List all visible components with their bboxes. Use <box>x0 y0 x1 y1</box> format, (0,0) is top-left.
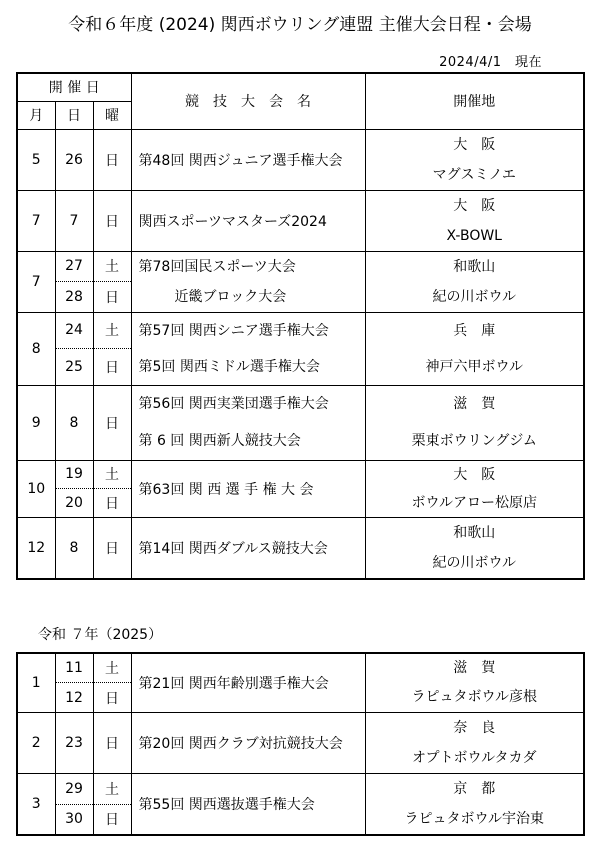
day-cell: 27 <box>55 251 93 282</box>
day-cell: 28 <box>55 282 93 313</box>
day-cell: 8 <box>55 517 93 579</box>
venue-prefecture: 奈 良 <box>453 720 496 736</box>
venue-name: ラピュタボウル宇治東 <box>404 811 545 827</box>
table-row <box>17 713 584 774</box>
header-weekday: 曜 <box>93 101 131 129</box>
weekday-cell: 土 <box>93 312 131 349</box>
venue-prefecture: 滋 賀 <box>453 660 496 676</box>
weekday-cell: 土 <box>93 653 131 683</box>
schedule-table-2025 <box>16 652 585 836</box>
month-cell: 5 <box>17 129 55 190</box>
day-cell: 23 <box>55 713 93 774</box>
venue-cell <box>365 251 584 312</box>
day-cell: 11 <box>55 653 93 683</box>
weekday-cell: 日 <box>93 282 131 313</box>
day-cell: 19 <box>55 460 93 489</box>
table-row <box>17 385 584 460</box>
day-cell: 24 <box>55 312 93 349</box>
venue-cell <box>365 713 584 774</box>
month-cell: 12 <box>17 517 55 579</box>
event-name: 第56回 関西実業団選手権大会 第 6 回 関西新人競技大会 <box>131 385 365 460</box>
venue-name: マグスミノエ <box>432 166 516 183</box>
day-cell: 26 <box>55 129 93 190</box>
venue-prefecture: 兵 庫 <box>453 322 496 339</box>
table-row <box>17 774 584 805</box>
month-cell: 2 <box>17 713 55 774</box>
table-row <box>17 312 584 349</box>
schedule-table-2024 <box>16 72 585 580</box>
venue-cell <box>365 774 584 836</box>
day-cell: 8 <box>55 385 93 460</box>
weekday-cell: 日 <box>93 489 131 518</box>
venue-prefecture: 和歌山 <box>453 524 496 541</box>
venue-name: 紀の川ボウル <box>432 554 517 571</box>
as-of-date: 2024/4/1 現在 <box>439 55 542 70</box>
event-name: 第78回国民スポーツ大会 近畿ブロック大会 <box>131 251 365 312</box>
weekday-cell: 日 <box>93 349 131 386</box>
weekday-cell: 日 <box>93 190 131 251</box>
month-cell: 8 <box>17 312 55 385</box>
weekday-cell: 日 <box>93 385 131 460</box>
venue-name: ラピュタボウル彦根 <box>411 689 538 705</box>
table-row <box>17 517 584 579</box>
venue-name: 紀の川ボウル <box>432 288 517 305</box>
venue-name: 神戸六甲ボウル <box>425 358 524 375</box>
year-2025-label: 令和 ７年（2025） <box>38 627 163 643</box>
weekday-cell: 日 <box>93 683 131 713</box>
weekday-cell: 日 <box>93 804 131 835</box>
venue-prefecture: 和歌山 <box>453 258 496 275</box>
header-date-group: 開 催 日 <box>17 73 131 101</box>
venue-cell <box>365 653 584 713</box>
venue-name: 栗東ボウリングジム <box>411 432 537 449</box>
venue-name: オプトボウルタカダ <box>411 750 537 766</box>
venue-name: ボウルアロー松原店 <box>411 494 538 511</box>
header-event: 競 技 大 会 名 <box>131 73 365 129</box>
day-cell: 30 <box>55 804 93 835</box>
event-name: 関西スポーツマスターズ2024 <box>131 190 365 251</box>
weekday-cell: 日 <box>93 517 131 579</box>
weekday-cell: 土 <box>93 251 131 282</box>
event-name: 第48回 関西ジュニア選手権大会 <box>131 129 365 190</box>
venue-prefecture: 大 阪 <box>453 197 496 214</box>
event-name: 第63回 関 西 選 手 権 大 会 <box>131 460 365 517</box>
venue-cell <box>365 312 584 385</box>
weekday-cell: 土 <box>93 460 131 489</box>
venue-cell <box>365 460 584 517</box>
venue-cell <box>365 190 584 251</box>
venue-prefecture: 大 阪 <box>453 466 496 483</box>
month-cell: 9 <box>17 385 55 460</box>
venue-cell <box>365 385 584 460</box>
day-cell: 25 <box>55 349 93 386</box>
day-cell: 7 <box>55 190 93 251</box>
event-name: 第21回 関西年齢別選手権大会 <box>131 653 365 713</box>
month-cell: 7 <box>17 190 55 251</box>
event-name: 第14回 関西ダブルス競技大会 <box>131 517 365 579</box>
event-name: 第55回 関西選抜選手権大会 <box>131 774 365 836</box>
weekday-cell: 日 <box>93 129 131 190</box>
header-month: 月 <box>17 101 55 129</box>
event-name: 第57回 関西シニア選手権大会 第5回 関西ミドル選手権大会 <box>131 312 365 385</box>
day-cell: 20 <box>55 489 93 518</box>
table-row <box>17 251 584 282</box>
table-row <box>17 460 584 489</box>
venue-cell <box>365 129 584 190</box>
day-cell: 29 <box>55 774 93 805</box>
weekday-cell: 土 <box>93 774 131 805</box>
page-title: 令和６年度 (2024) 関西ボウリング連盟 主催大会日程・会場 <box>68 15 532 35</box>
month-cell: 7 <box>17 251 55 312</box>
event-name: 第20回 関西クラブ対抗競技大会 <box>131 713 365 774</box>
header-venue: 開催地 <box>365 73 584 129</box>
venue-prefecture: 滋 賀 <box>453 395 496 412</box>
month-cell: 10 <box>17 460 55 517</box>
month-cell: 1 <box>17 653 55 713</box>
table-row <box>17 129 584 190</box>
venue-cell <box>365 517 584 579</box>
month-cell: 3 <box>17 774 55 836</box>
table-row <box>17 653 584 683</box>
day-cell: 12 <box>55 683 93 713</box>
table-row <box>17 190 584 251</box>
venue-prefecture: 京 都 <box>453 781 496 797</box>
header-day: 日 <box>55 101 93 129</box>
venue-name: X-BOWL <box>446 227 502 244</box>
venue-prefecture: 大 阪 <box>453 136 496 153</box>
weekday-cell: 日 <box>93 713 131 774</box>
